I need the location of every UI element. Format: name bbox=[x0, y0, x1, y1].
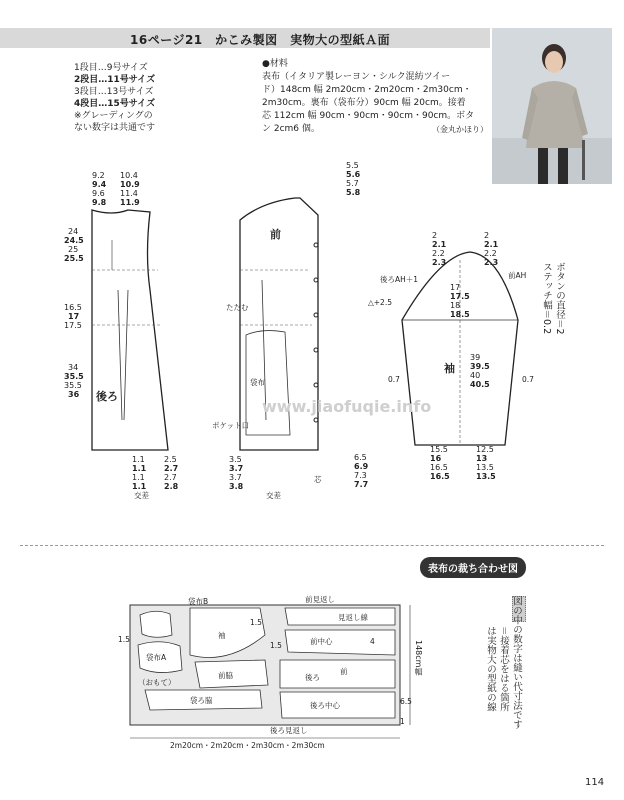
back-cross-label: 交差 bbox=[134, 491, 149, 500]
layout-piece-label: 袋布A bbox=[146, 653, 167, 662]
front-bottom-right-dim: 7.7 bbox=[354, 480, 369, 489]
sleeve-side-plus-label: △+2.5 bbox=[368, 298, 392, 307]
layout-piece-label: 前中心 bbox=[310, 637, 333, 646]
layout-seam-num: 1.5 bbox=[270, 641, 282, 650]
back-top-dim: 10.9 bbox=[120, 180, 140, 189]
materials-heading: ●材料 bbox=[262, 59, 288, 69]
layout-piece-label: 前見返し bbox=[305, 595, 335, 604]
back-bottom-dim: 1.1 bbox=[132, 473, 145, 482]
front-fold-label: たたむ bbox=[226, 303, 249, 312]
back-left-dim: 25.5 bbox=[64, 254, 84, 263]
layout-piece-label: （おもて） bbox=[138, 678, 176, 687]
sleeve-front-ah-label: 前AH bbox=[508, 271, 527, 280]
back-left-dim: 24 bbox=[68, 227, 79, 236]
front-bottom-right-dim: 6.9 bbox=[354, 462, 369, 471]
front-cross-label: 交差 bbox=[266, 491, 281, 500]
back-top-dim: 9.2 bbox=[92, 171, 105, 180]
sleeve-top-dim: 2 bbox=[432, 231, 438, 240]
layout-piece-label: 見返し線 bbox=[338, 613, 368, 622]
sleeve-back-ah-label: 後ろAH＋1 bbox=[380, 275, 419, 284]
back-top-dim: 11.4 bbox=[120, 189, 138, 198]
back-left-dim: 35.5 bbox=[64, 372, 84, 381]
front-right-dim: 5.6 bbox=[346, 170, 361, 179]
front-bottom-dim: 3.7 bbox=[229, 473, 242, 482]
layout-piece-label: 前 bbox=[340, 667, 348, 676]
sleeve-bottom-dim: 13.5 bbox=[476, 472, 496, 481]
sleeve-bottom-dim: 16 bbox=[430, 454, 442, 463]
sleeve-side-dim: 0.7 bbox=[388, 375, 400, 384]
back-left-dim: 25 bbox=[68, 245, 79, 254]
front-interfacing-label: 芯 bbox=[314, 475, 322, 484]
materials-line: ン 2cm6 個。 bbox=[262, 124, 320, 134]
front-bottom-dim: 3.8 bbox=[229, 482, 244, 491]
layout-piece-label: 後ろ中心 bbox=[310, 701, 340, 710]
sleeve-pattern-piece bbox=[368, 231, 534, 481]
layout-width-label: 148cm幅 bbox=[414, 640, 423, 676]
materials-line: 芯 112cm 幅 90cm・90cm・90cm・90cm。ボタ bbox=[262, 111, 475, 121]
size-legend-line: 1段目…9号サイズ bbox=[74, 63, 148, 73]
sleeve-top-dim: 2.3 bbox=[484, 258, 499, 267]
front-bottom-right-dim: 7.3 bbox=[354, 471, 367, 480]
materials-block bbox=[262, 58, 488, 136]
layout-piece-label: 袖 bbox=[218, 631, 226, 640]
sleeve-bottom-dim: 13.5 bbox=[476, 463, 494, 472]
back-bottom-dim: 1.1 bbox=[132, 464, 147, 473]
sleeve-bottom-dim: 13 bbox=[476, 454, 488, 463]
front-pocket-label: 袋布 bbox=[250, 378, 265, 387]
cutting-layout-diagram bbox=[110, 590, 430, 750]
back-top-dim: 9.4 bbox=[92, 180, 107, 189]
section-divider bbox=[20, 545, 604, 546]
materials-line: 2m30cm。裏布（袋布分）90cm 幅 20cm。接着 bbox=[262, 98, 466, 108]
sleeve-mid-dim: 17 bbox=[450, 283, 461, 292]
materials-line: 表布（イタリア製レーヨン・シルク混紡ツイー bbox=[262, 72, 451, 82]
front-label: 前 bbox=[270, 228, 281, 241]
layout-piece-label: 後ろ bbox=[305, 673, 320, 682]
front-bottom-right-dim: 6.5 bbox=[354, 453, 367, 462]
back-top-dim: 10.4 bbox=[120, 171, 138, 180]
front-pocket-opening-label: ポケット口 bbox=[212, 421, 250, 430]
legend-line: は実物大の型紙の線 bbox=[485, 626, 496, 712]
sleeve-bottom-dim: 15.5 bbox=[430, 445, 448, 454]
sleeve-mid-dim: 18.5 bbox=[450, 310, 470, 319]
back-left-dim: 17.5 bbox=[64, 321, 82, 330]
sleeve-length-dim: 40.5 bbox=[470, 380, 490, 389]
layout-legend bbox=[484, 596, 523, 746]
sleeve-top-dim: 2.1 bbox=[432, 240, 447, 249]
back-bottom-dim: 2.8 bbox=[164, 482, 179, 491]
sleeve-length-dim: 39 bbox=[470, 353, 481, 362]
back-pattern-piece bbox=[64, 171, 179, 500]
back-left-dim: 16.5 bbox=[64, 303, 82, 312]
back-label: 後ろ bbox=[96, 390, 118, 403]
page-title: 16ページ21 かこみ製図 実物大の型紙Ａ面 bbox=[130, 33, 391, 47]
front-bottom-dim: 3.7 bbox=[229, 464, 244, 473]
back-left-dim: 34 bbox=[68, 363, 79, 372]
back-bottom-dim: 2.7 bbox=[164, 464, 179, 473]
layout-seam-num: 1 bbox=[400, 717, 405, 726]
front-bottom-dim: 3.5 bbox=[229, 455, 242, 464]
front-right-dim: 5.8 bbox=[346, 188, 361, 197]
size-legend-line: 2段目…11号サイズ bbox=[74, 75, 156, 85]
back-bottom-dim: 2.5 bbox=[164, 455, 177, 464]
back-top-dim: 11.9 bbox=[120, 198, 140, 207]
layout-piece-label: 袋ろ脇 bbox=[190, 696, 213, 705]
back-bottom-dim: 1.1 bbox=[132, 455, 145, 464]
size-legend-line: ※グレーディングの bbox=[74, 111, 153, 121]
materials-line: ド）148cm 幅 2m20cm・2m20cm・2m30cm・ bbox=[262, 85, 472, 95]
sleeve-length-dim: 40 bbox=[470, 371, 481, 380]
sleeve-bottom-dim: 16.5 bbox=[430, 472, 450, 481]
sleeve-bottom-dim: 16.5 bbox=[430, 463, 448, 472]
size-legend-line: 4段目…15号サイズ bbox=[74, 99, 156, 109]
back-top-dim: 9.8 bbox=[92, 198, 107, 207]
layout-seam-num: 1.5 bbox=[118, 635, 130, 644]
sleeve-top-dim: 2 bbox=[484, 231, 490, 240]
pattern-drafts bbox=[0, 160, 624, 520]
cutting-layout-title: 表布の裁ち合わせ図 bbox=[420, 557, 526, 578]
layout-piece-label: 前脇 bbox=[218, 671, 233, 680]
legend-line: 図の中の数字は縫い代寸法です bbox=[511, 596, 522, 729]
layout-length-label: 2m20cm・2m20cm・2m30cm・2m30cm bbox=[170, 741, 325, 750]
sleeve-bottom-dim: 12.5 bbox=[476, 445, 494, 454]
front-right-dim: 5.7 bbox=[346, 179, 359, 188]
size-legend-line: 3段目…13号サイズ bbox=[74, 87, 154, 97]
watermark: www.jiaofuqie.info bbox=[262, 397, 432, 416]
layout-seam-num: 4 bbox=[370, 637, 375, 646]
page-number: 114 bbox=[585, 777, 605, 788]
back-left-dim: 17 bbox=[68, 312, 80, 321]
sleeve-top-dim: 2.2 bbox=[484, 249, 497, 258]
size-legend bbox=[74, 62, 155, 134]
size-legend-line: ない数字は共通です bbox=[74, 123, 156, 133]
layout-seam-num: 6.5 bbox=[400, 697, 412, 706]
sleeve-note-line: ステッチ幅＝0.2 bbox=[541, 262, 552, 335]
back-bottom-dim: 1.1 bbox=[132, 482, 147, 491]
sleeve-top-dim: 2.3 bbox=[432, 258, 447, 267]
front-pattern-piece bbox=[212, 161, 369, 500]
back-left-dim: 24.5 bbox=[64, 236, 84, 245]
materials-credit: （金丸かほり） bbox=[432, 125, 488, 134]
sleeve-mid-dim: 17.5 bbox=[450, 292, 470, 301]
sleeve-mid-dim: 18 bbox=[450, 301, 461, 310]
back-top-dim: 9.6 bbox=[92, 189, 105, 198]
back-left-dim: 36 bbox=[68, 390, 80, 399]
sleeve-side-dim: 0.7 bbox=[522, 375, 534, 384]
layout-piece-label: 袋布B bbox=[188, 597, 209, 606]
sleeve-top-dim: 2.1 bbox=[484, 240, 499, 249]
sleeve-note bbox=[540, 262, 566, 382]
legend-line: ＝接着芯をはる箇所 bbox=[498, 626, 509, 712]
sleeve-note-line: ボタンの直径＝2 bbox=[554, 262, 565, 335]
sleeve-length-dim: 39.5 bbox=[470, 362, 490, 371]
sleeve-top-dim: 2.2 bbox=[432, 249, 445, 258]
layout-seam-num: 1.5 bbox=[250, 618, 262, 627]
sleeve-label: 袖 bbox=[444, 362, 455, 375]
layout-piece-label: 後ろ見返し bbox=[270, 726, 308, 735]
back-bottom-dim: 2.7 bbox=[164, 473, 177, 482]
back-left-dim: 35.5 bbox=[64, 381, 82, 390]
front-right-dim: 5.5 bbox=[346, 161, 359, 170]
